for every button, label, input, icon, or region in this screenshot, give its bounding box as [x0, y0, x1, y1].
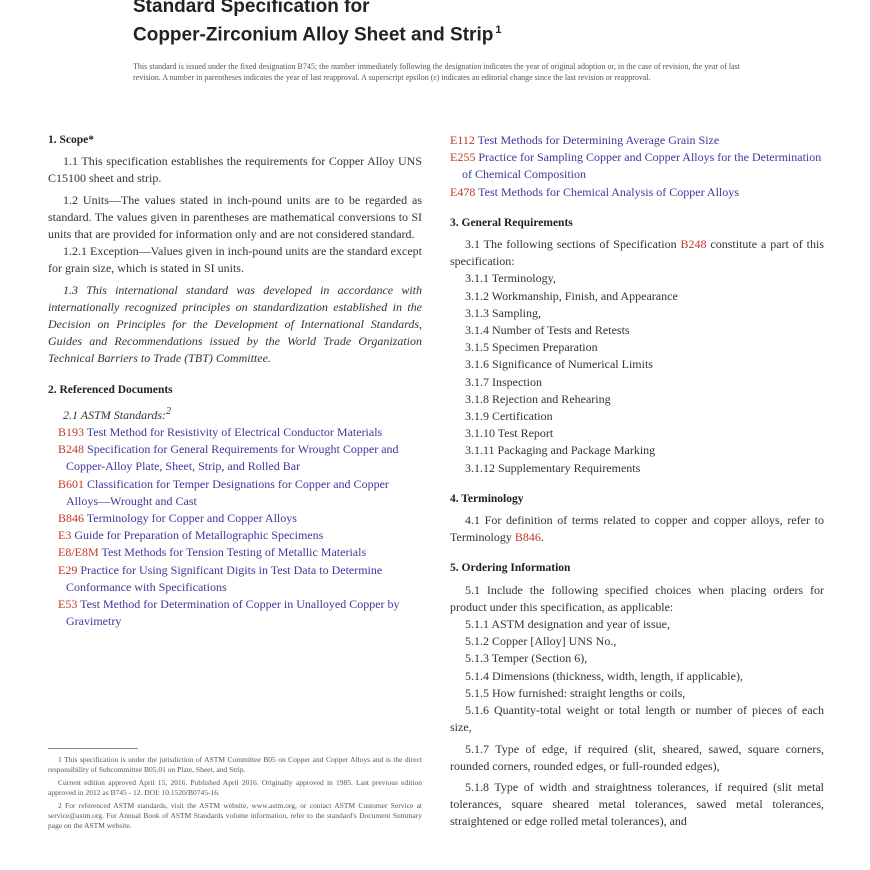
ref-code-link[interactable]: B193 — [58, 425, 85, 440]
list-item: 5.1.8 Type of width and straightness tolerances, if required (slit metal tolerances, square sheared metal tolerances, sawed metal tolerances, straightened or edge rolled metal tolerances), and — [450, 779, 824, 829]
ref-item[interactable] — [48, 596, 422, 630]
list-item: 3.1.11 Packaging and Package Marking — [465, 443, 656, 458]
ref-item[interactable] — [48, 527, 422, 544]
list-item: 3.1.2 Workmanship, Finish, and Appearance — [465, 288, 678, 303]
ref-code-link[interactable]: B248 — [58, 442, 85, 457]
terminology-paragraph — [450, 512, 824, 546]
ref-title: Test Method for Resistivity of Electrical Conductor Materials — [84, 425, 383, 440]
ref-item[interactable] — [48, 424, 422, 441]
list-item: 3.1.3 Sampling, — [465, 305, 542, 320]
section-heading-terminology: 4. Terminology — [450, 492, 524, 505]
section-heading-scope: 1. Scope* — [48, 134, 94, 146]
scope-paragraph-4: 1.3 This international standard was developed in accordance with internationally recognized principles on standardization established in the Decision on Principles for the Development of International Standards, Guides and Recommendations issued by the World Trade Organization Technical Barriers to Trade (TBT) Committee. — [48, 282, 422, 366]
ref-title: Test Methods for Determining Average Grain Size — [474, 133, 720, 147]
ref-title: Guide for Preparation of Metallographic Specimens — [71, 528, 324, 543]
ref-item[interactable] — [48, 562, 422, 596]
list-item: 5.1.2 Copper [Alloy] UNS No., — [465, 634, 617, 649]
footnote-1: 1 This specification is under the jurisdiction of ASTM Committee B05 on Copper and Copper Alloys and is the direct responsibility of Subcommittee B05.01 on Plate, Sheet, and Strip. — [48, 755, 422, 774]
ref-code-link[interactable]: B846 — [58, 511, 85, 526]
title-line-1: Standard Specification for — [133, 0, 370, 17]
section-heading-general-requirements: 3. General Requirements — [450, 216, 573, 229]
ref-code-link[interactable]: E8/E8M — [58, 545, 99, 560]
ref-code-link[interactable]: E255 — [450, 150, 476, 165]
ref-code-link[interactable]: E112 — [450, 133, 475, 147]
general-p1-text-end: constitute a part of this specification: — [450, 237, 824, 269]
ordering-paragraph-1: 5.1 Include the following specified choices when placing orders for product under this specification, as applicable: — [450, 582, 824, 614]
title-block — [133, 0, 501, 47]
list-item: 3.1.6 Significance of Numerical Limits — [465, 357, 653, 372]
ref-title: Classification for Temper Designations for Copper and Copper Alloys—Wrought and Cast — [66, 476, 389, 508]
astm-standards-footnote-mark[interactable]: 2 — [166, 405, 172, 417]
list-item: 3.1.7 Inspection — [465, 374, 542, 389]
ref-title: Specification for General Requirements for Wrought Copper and Copper-Alloy Plate, Sheet, Strip, and Rolled Bar — [66, 442, 399, 474]
b248-link[interactable]: B248 — [680, 237, 707, 252]
section-heading-ordering-information: 5. Ordering Information — [450, 562, 571, 575]
terminology-text: 4.1 For definition of terms related to copper and copper alloys, refer to Terminology — [450, 513, 824, 545]
ref-item[interactable] — [450, 132, 824, 149]
scope-paragraph-1: 1.1 This specification establishes the requirements for Copper Alloy UNS C15100 sheet and strip. — [48, 154, 422, 186]
list-item: 5.1.7 Type of edge, if required (slit, sheared, sawed, square corners, rounded corners, rounded edges, or full-rounded edges), — [450, 741, 824, 773]
list-item: 5.1.5 How furnished: straight lengths or coils, — [465, 685, 686, 700]
list-item: 3.1.4 Number of Tests and Retests — [465, 323, 630, 338]
right-column — [450, 132, 824, 831]
general-p1-text: 3.1 The following sections of Specification — [465, 237, 681, 252]
list-item: 5.1.4 Dimensions (thickness, width, length, if applicable), — [465, 668, 743, 683]
terminology-text-end: . — [540, 530, 544, 545]
title-footnote-mark[interactable]: 1 — [495, 24, 502, 36]
ref-title: Test Methods for Tension Testing of Metallic Materials — [98, 545, 367, 560]
b846-link[interactable]: B846 — [514, 530, 541, 545]
footnote-edition: Current edition approved April 15, 2016. Published April 2016. Originally approved in 1985. Last previous edition approved in 2012 as B745 - 12. DOI: 10.1520/B0745-16. — [48, 778, 422, 797]
ref-title: Test Methods for Chemical Analysis of Copper Alloys — [475, 184, 739, 199]
ref-title: Terminology for Copper and Copper Alloys — [84, 511, 297, 526]
scope-paragraph-2: 1.2 Units—The values stated in inch-pound units are to be regarded as standard. The values given in parentheses are mathematical conversions to SI units that are provided for information only and are not considered standard. — [48, 192, 422, 242]
ref-item[interactable] — [48, 544, 422, 561]
ref-code-link[interactable]: E53 — [58, 597, 78, 612]
ref-title: Practice for Sampling Copper and Copper Alloys for the Determination of Chemical Composition — [462, 150, 822, 182]
footnote-divider — [48, 748, 138, 749]
left-column — [48, 132, 422, 630]
title-text: Copper-Zirconium Alloy Sheet and Strip — [133, 24, 494, 46]
general-paragraph-1 — [450, 236, 824, 270]
list-item: 3.1.8 Rejection and Rehearing — [465, 391, 611, 406]
ref-code-link[interactable]: E3 — [58, 528, 72, 543]
ref-title: Practice for Using Significant Digits in Test Data to Determine Conformance with Specifications — [66, 562, 383, 594]
ref-code-link[interactable]: B601 — [58, 476, 85, 491]
list-item: 3.1.9 Certification — [465, 409, 553, 424]
scope-paragraph-3: 1.2.1 Exception—Values given in inch-pound units are the standard except for grain size, which is stated in SI units. — [48, 244, 422, 276]
ref-code-link[interactable]: E478 — [450, 184, 476, 199]
list-item: 3.1.12 Supplementary Requirements — [465, 460, 641, 475]
ref-title: Test Method for Determination of Copper in Unalloyed Copper by Gravimetry — [66, 597, 400, 629]
list-item: 3.1.5 Specimen Preparation — [465, 340, 598, 355]
astm-standards-text: 2.1 ASTM Standards: — [63, 407, 167, 422]
list-item: 5.1.6 Quantity-total weight or total length or number of pieces of each size, — [450, 703, 824, 735]
list-item: 3.1.1 Terminology, — [465, 271, 556, 286]
ref-item[interactable] — [450, 184, 824, 201]
ref-item[interactable] — [48, 476, 422, 510]
list-item: 5.1.1 ASTM designation and year of issue, — [465, 617, 670, 632]
ref-item[interactable] — [48, 510, 422, 527]
footnote-2: 2 For referenced ASTM standards, visit the ASTM website, www.astm.org, or contact ASTM Customer Service at service@astm.org. For Annual Book of ASTM Standards volume information, refer to the standard's Document Summary page on the ASTM website. — [48, 801, 422, 830]
section-heading-referenced-documents: 2. Referenced Documents — [48, 383, 173, 396]
astm-standards-label — [48, 403, 422, 424]
title-line-2 — [133, 18, 501, 47]
designation-notice: This standard is issued under the fixed designation B745; the number immediately following the designation indicates the year of original adoption or, in the case of revision, the year of last revision. A number in parentheses indicates the year of last reapproval. A superscript epsilon (ε) indicates an editorial change since the last revision or reapproval. — [133, 62, 740, 82]
ref-item[interactable] — [48, 441, 422, 475]
list-item: 3.1.10 Test Report — [465, 426, 554, 441]
ref-item[interactable] — [450, 149, 824, 183]
list-item: 5.1.3 Temper (Section 6), — [465, 651, 588, 666]
ref-code-link[interactable]: E29 — [58, 562, 78, 577]
footnotes — [48, 755, 422, 834]
